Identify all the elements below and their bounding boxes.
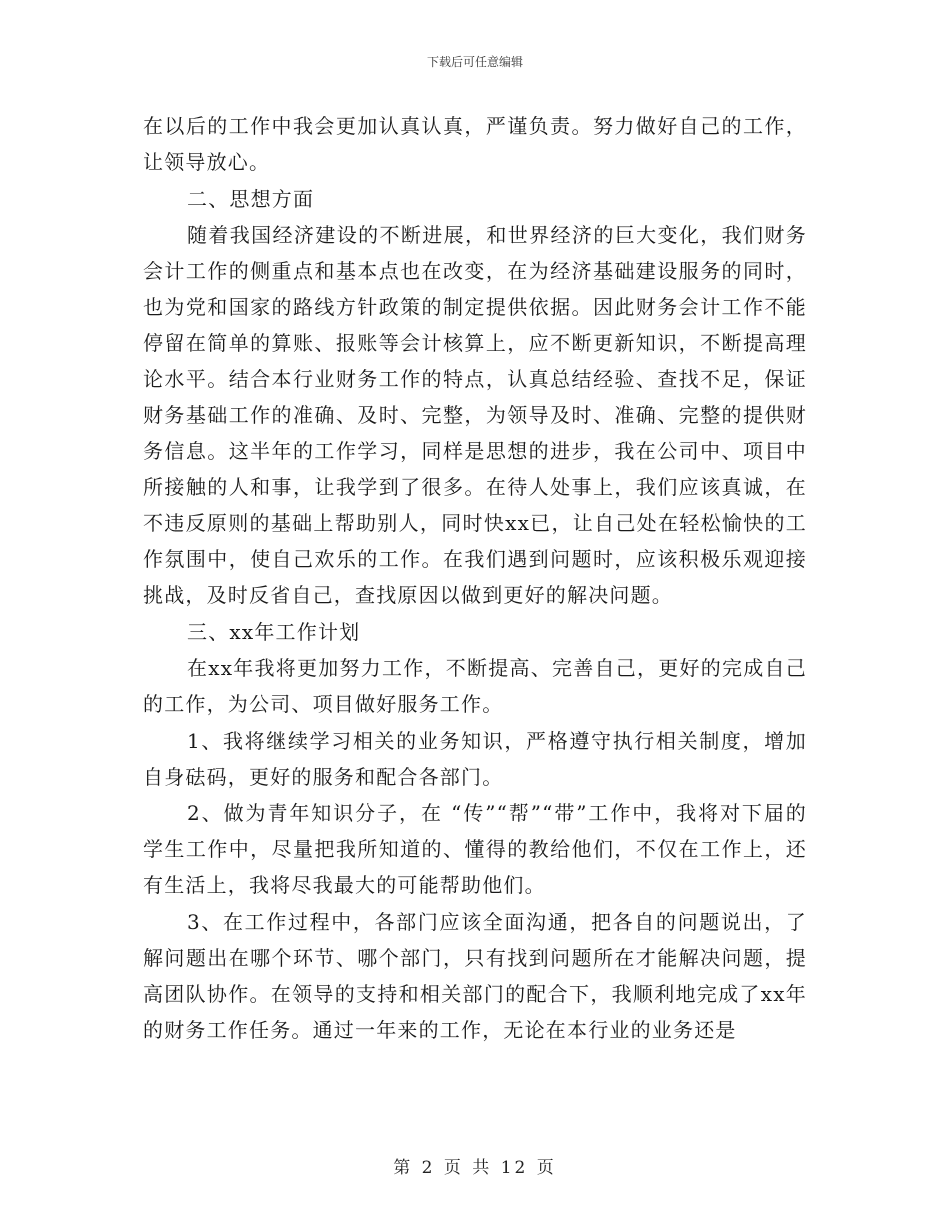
plan-item-1: 1、我将继续学习相关的业务知识，严格遵守执行相关制度，增加自身砝码，更好的服务和配合各部门。	[143, 728, 807, 789]
plan-item-2: 2、做为青年知识分子，在 “传”“帮”“带”工作中，我将对下届的学生工作中，尽量把我所知道的、懂得的教给他们，不仅在工作上，还有生活上，我将尽我最大的可能帮助他们。	[143, 801, 807, 897]
section-heading-thinking: 二、思想方面	[187, 186, 315, 211]
section-heading-plan: 三、xx年工作计划	[187, 619, 361, 644]
paragraph-1: 在以后的工作中我会更加认真认真，严谨负责。努力做好自己的工作，让领导放心。	[143, 114, 807, 174]
document-body	[143, 108, 807, 1048]
paragraph-plan-intro: 在xx年我将更加努力工作，不断提高、完善自己，更好的完成自己的工作，为公司、项目做好服务工作。	[143, 656, 807, 716]
page-header: 下载后可任意编辑	[426, 55, 523, 69]
page-number-footer: 第 2 页 共 12 页	[393, 1158, 557, 1178]
plan-item-3: 3、在工作过程中，各部门应该全面沟通，把各自的问题说出，了解问题出在哪个环节、哪个部门，只有找到问题所在才能解决问题，提高团队协作。在领导的支持和相关部门的配合下，我顺利地完成了xx年的财务工作任务。通过一年来的工作，无论在本行业的业务还是	[143, 909, 807, 1042]
paragraph-thinking: 随着我国经济建设的不断进展，和世界经济的巨大变化，我们财务会计工作的侧重点和基本点也在改变，在为经济基础建设服务的同时，也为党和国家的路线方针政策的制定提供依据。因此财务会计工作不能停留在简单的算账、报账等会计核算上，应不断更新知识，不断提高理论水平。结合本行业财务工作的特点，认真总结经验、查找不足，保证财务基础工作的准确、及时、完整，为领导及时、准确、完整的提供财务信息。这半年的工作学习，同样是思想的进步，我在公司中、项目中所接触的人和事，让我学到了很多。在待人处事上，我们应该真诚，在不违反原则的基础上帮助别人，同时快xx已，让自己处在轻松愉快的工作氛围中，使自己欢乐的工作。在我们遇到问题时，应该积极乐观迎接挑战，及时反省自己，查找原因以做到更好的解决问题。	[143, 223, 807, 607]
